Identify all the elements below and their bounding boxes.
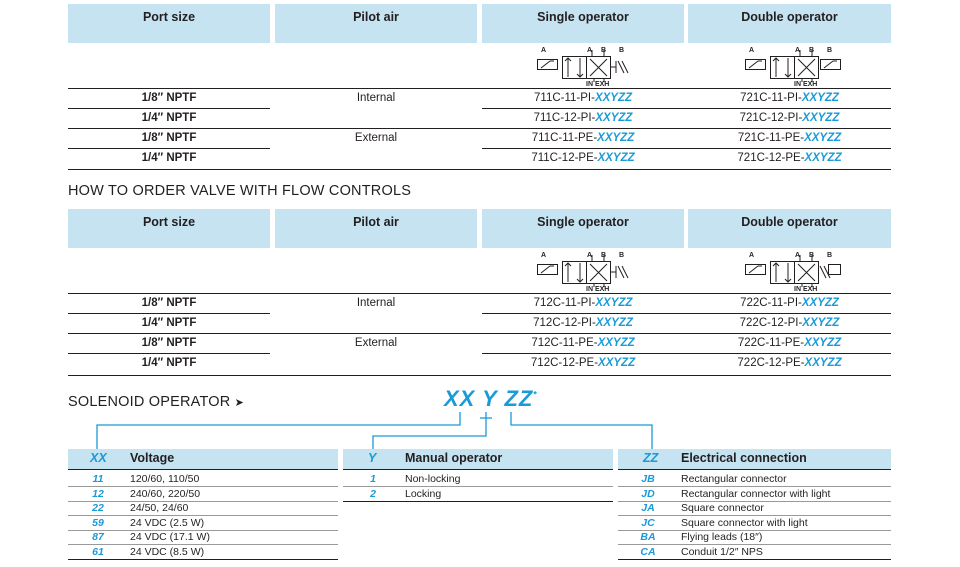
list-item <box>68 501 338 515</box>
table-row: 1/4″ NPTF 711C-12-PE-XXYZZ 721C-12-PE-XXYZZ <box>141 152 842 164</box>
list-item <box>343 472 613 486</box>
code-zz: ZZ <box>504 386 534 411</box>
svg-text:A: A <box>541 252 547 259</box>
arrow-right-icon: ➤ <box>234 397 245 409</box>
option-code: CA <box>640 545 656 558</box>
option-description: 24 VDC (2.5 W) <box>130 516 205 529</box>
option-description: 120/60, 110/50 <box>130 473 200 485</box>
svg-text:A: A <box>587 47 593 54</box>
svg-text:A: A <box>587 252 593 259</box>
header-port-size: Port size <box>68 4 270 43</box>
header-single-operator: Single operator <box>482 209 684 248</box>
list-item <box>68 530 338 544</box>
option-code: 22 <box>92 502 104 514</box>
option-description: 24/50, 24/60 <box>130 502 189 514</box>
list-item <box>618 530 891 544</box>
header-double-operator: Double operator <box>688 209 891 248</box>
option-code: 11 <box>92 473 104 485</box>
option-code: JD <box>641 487 655 500</box>
list-item <box>618 545 891 559</box>
list-item <box>343 487 613 501</box>
list-item <box>618 472 891 486</box>
manual-header: Y Manual operator <box>343 449 613 469</box>
svg-text:A: A <box>541 47 547 54</box>
option-code: JC <box>641 516 655 529</box>
table-row: 1/8″ NPTF External 712C-11-PE-XXYZZ 722C-11-PE-XXYZZ <box>141 337 842 349</box>
option-description: 24 VDC (17.1 W) <box>130 531 210 543</box>
svg-text:B: B <box>601 252 607 259</box>
header-double-operator: Double operator <box>688 4 891 43</box>
option-description: Square connector with light <box>681 516 808 529</box>
code-y: Y <box>482 386 498 411</box>
table-row: 1/8″ NPTF External 711C-11-PE-XXYZZ 721C-11-PE-XXYZZ <box>141 132 842 144</box>
svg-text:A: A <box>795 252 801 259</box>
svg-text:B: B <box>619 252 625 259</box>
header-single-operator: Single operator <box>482 4 684 43</box>
svg-text:B: B <box>619 47 625 54</box>
option-description: Locking <box>405 487 442 500</box>
option-code: 87 <box>92 531 104 543</box>
svg-text:B: B <box>827 47 833 54</box>
option-code: JB <box>641 473 655 485</box>
option-description: Rectangular connector with light <box>681 487 831 500</box>
table-row: 1/4″ NPTF 712C-12-PE-XXYZZ 722C-12-PE-XXYZZ <box>141 357 842 369</box>
option-code: 12 <box>92 487 104 500</box>
electrical-header: ZZ Electrical connection <box>618 449 891 469</box>
list-item <box>68 516 338 530</box>
list-item <box>68 487 338 501</box>
option-description: Flying leads (18″) <box>681 531 763 543</box>
svg-text:A: A <box>749 47 755 54</box>
option-code: 2 <box>370 487 376 500</box>
voltage-header: XX Voltage <box>68 449 338 469</box>
option-code: BA <box>640 531 656 543</box>
list-item <box>618 487 891 501</box>
svg-text:A: A <box>749 252 755 259</box>
solenoid-operator-label: SOLENOID OPERATOR ➤ <box>68 394 245 410</box>
header-port-size: Port size <box>68 209 270 248</box>
option-description: Non-locking <box>405 473 461 485</box>
svg-text:B: B <box>827 252 833 259</box>
header-pilot-air: Pilot air <box>275 4 477 43</box>
svg-text:B: B <box>809 47 815 54</box>
option-description: Conduit 1/2″ NPS <box>681 545 763 558</box>
option-description: 240/60, 220/50 <box>130 487 201 500</box>
svg-text:IN EXH: IN EXH <box>586 81 610 88</box>
code-asterisk: * <box>533 389 538 400</box>
svg-text:IN EXH: IN EXH <box>794 286 818 293</box>
svg-text:A: A <box>795 47 801 54</box>
code-xx: XX <box>444 386 476 411</box>
list-item <box>618 501 891 515</box>
table-row: 1/8″ NPTF Internal 711C-11-PI-XXYZZ 721C-11-PI-XXYZZ <box>141 92 839 104</box>
option-code: JA <box>641 502 655 514</box>
option-description: 24 VDC (8.5 W) <box>130 545 205 558</box>
section-title-flow-controls: HOW TO ORDER VALVE WITH FLOW CONTROLS <box>68 183 412 199</box>
svg-text:B: B <box>809 252 815 259</box>
svg-text:B: B <box>601 47 607 54</box>
list-item <box>68 545 338 559</box>
option-code: 61 <box>92 545 104 558</box>
header-pilot-air: Pilot air <box>275 209 477 248</box>
table-row: 1/4″ NPTF 712C-12-PI-XXYZZ 722C-12-PI-XXYZZ <box>141 317 840 329</box>
svg-text:IN EXH: IN EXH <box>586 286 610 293</box>
svg-text:IN EXH: IN EXH <box>794 81 818 88</box>
list-item <box>618 516 891 530</box>
option-code: 59 <box>92 516 104 529</box>
table-row: 1/4″ NPTF 711C-12-PI-XXYZZ 721C-12-PI-XXYZZ <box>141 112 840 124</box>
option-description: Rectangular connector <box>681 473 787 485</box>
option-description: Square connector <box>681 502 764 514</box>
table-row: 1/8″ NPTF Internal 712C-11-PI-XXYZZ 722C-11-PI-XXYZZ <box>141 297 839 309</box>
option-code: 1 <box>370 473 376 485</box>
list-item <box>68 472 338 486</box>
